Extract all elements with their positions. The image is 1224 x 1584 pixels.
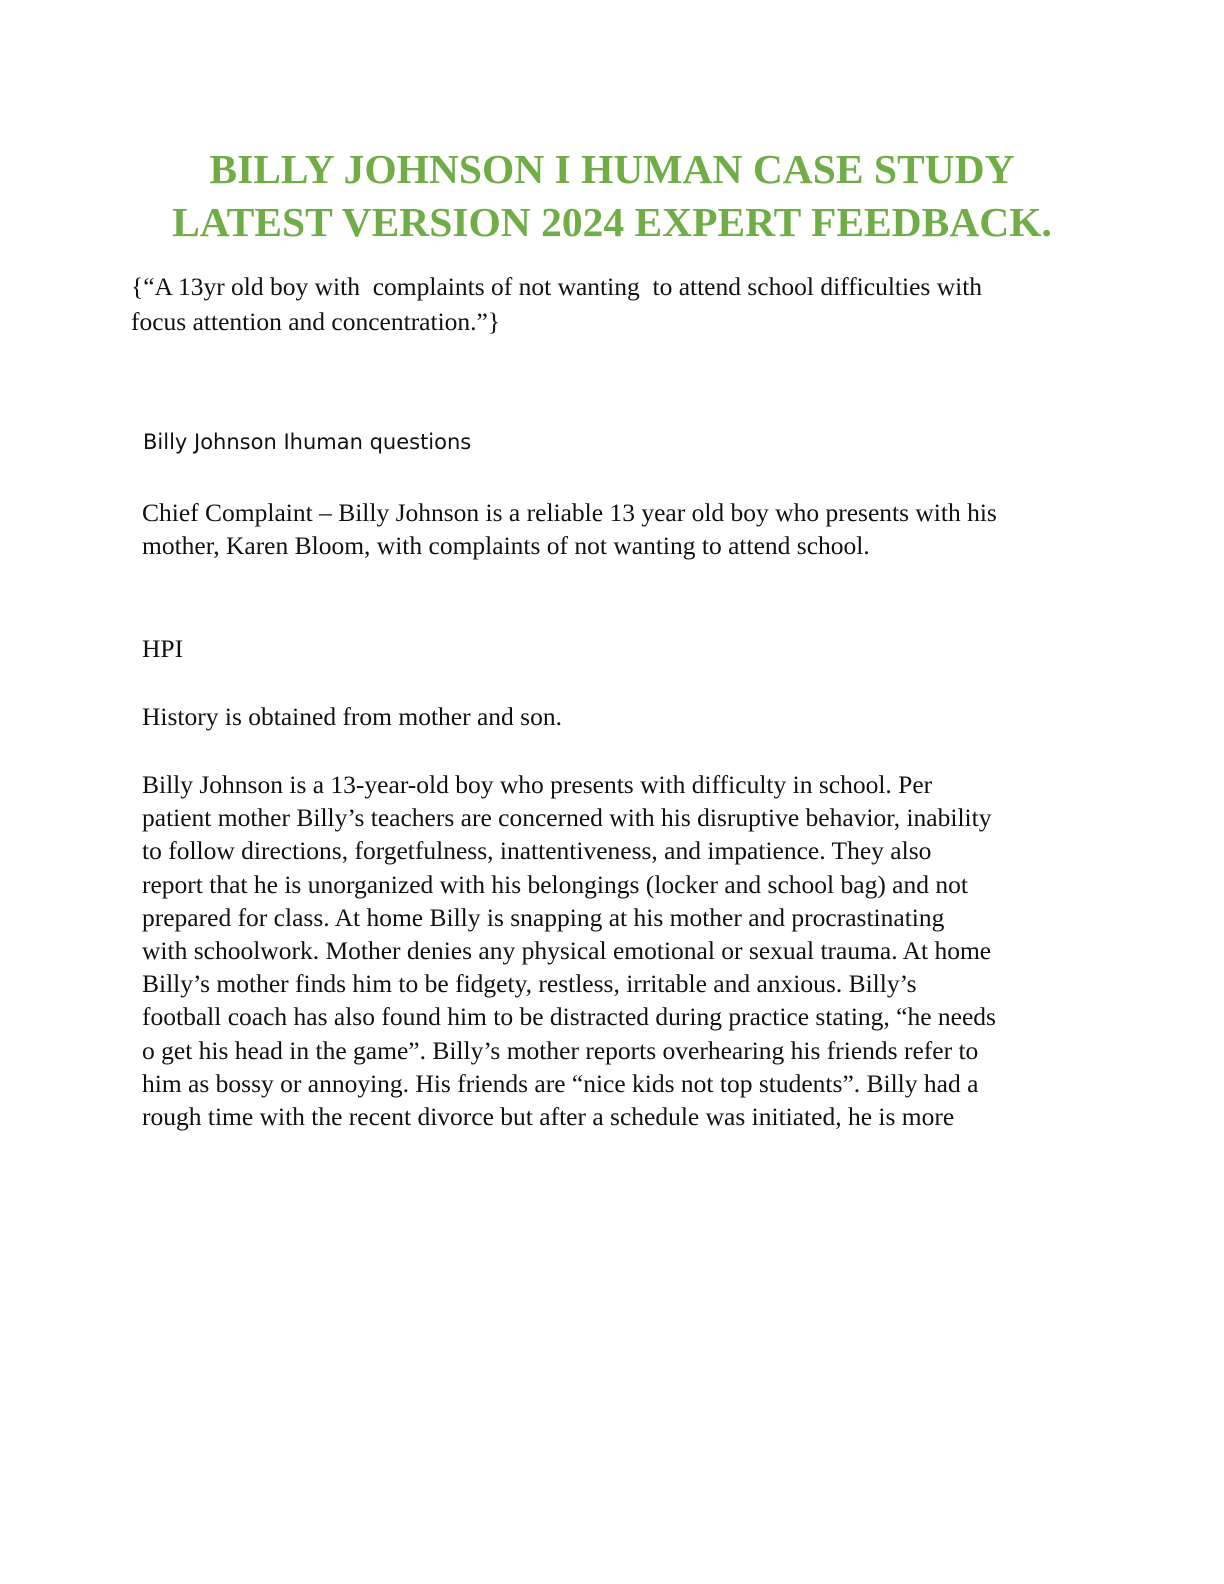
document-title bbox=[100, 143, 1124, 249]
hpi-heading bbox=[142, 632, 1102, 665]
title-line-1: BILLY JOHNSON I HUMAN CASE STUDY bbox=[209, 146, 1015, 192]
summary-line-2: focus attention and concentration.”} bbox=[131, 307, 501, 336]
history-source bbox=[142, 700, 1102, 733]
hpi-line: football coach has also found him to be distracted during practice stating, “he needs bbox=[142, 1002, 996, 1032]
history-source-text: History is obtained from mother and son. bbox=[142, 702, 562, 731]
hpi-line: to follow directions, forgetfulness, inattentiveness, and impatience. They also bbox=[142, 836, 932, 866]
hpi-line: Billy’s mother finds him to be fidgety, restless, irritable and anxious. Billy’s bbox=[142, 969, 917, 999]
chief-complaint-line-1: Chief Complaint – Billy Johnson is a reliable 13 year old boy who presents with his bbox=[142, 498, 997, 527]
chief-complaint bbox=[142, 496, 1102, 562]
questions-subheading: Billy Johnson Ihuman questions bbox=[143, 430, 472, 454]
chief-complaint-line-2: mother, Karen Bloom, with complaints of not wanting to attend school. bbox=[142, 531, 870, 561]
hpi-paragraph bbox=[142, 768, 1102, 1133]
hpi-line: Billy Johnson is a 13-year-old boy who presents with difficulty in school. Per bbox=[142, 770, 933, 799]
hpi-line: him as bossy or annoying. His friends are “nice kids not top students”. Billy had a bbox=[142, 1068, 979, 1098]
summary-line-1: {“A 13yr old boy with complaints of not wanting to attend school difficulties with bbox=[131, 272, 983, 301]
hpi-line: prepared for class. At home Billy is snapping at his mother and procrastinating bbox=[142, 902, 945, 932]
hpi-line: rough time with the recent divorce but after a schedule was initiated, he is more bbox=[142, 1102, 955, 1132]
title-line-2: LATEST VERSION 2024 EXPERT FEEDBACK. bbox=[172, 199, 1052, 245]
hpi-line: report that he is unorganized with his belongings (locker and school bag) and not bbox=[142, 869, 968, 899]
case-summary bbox=[131, 269, 1111, 339]
hpi-line: with schoolwork. Mother denies any physical emotional or sexual trauma. At home bbox=[142, 936, 992, 966]
hpi-heading-text: HPI bbox=[142, 634, 184, 663]
hpi-line: patient mother Billy’s teachers are concerned with his disruptive behavior, inability bbox=[142, 803, 992, 833]
hpi-line: o get his head in the game”. Billy’s mother reports overhearing his friends refer to bbox=[142, 1035, 979, 1065]
